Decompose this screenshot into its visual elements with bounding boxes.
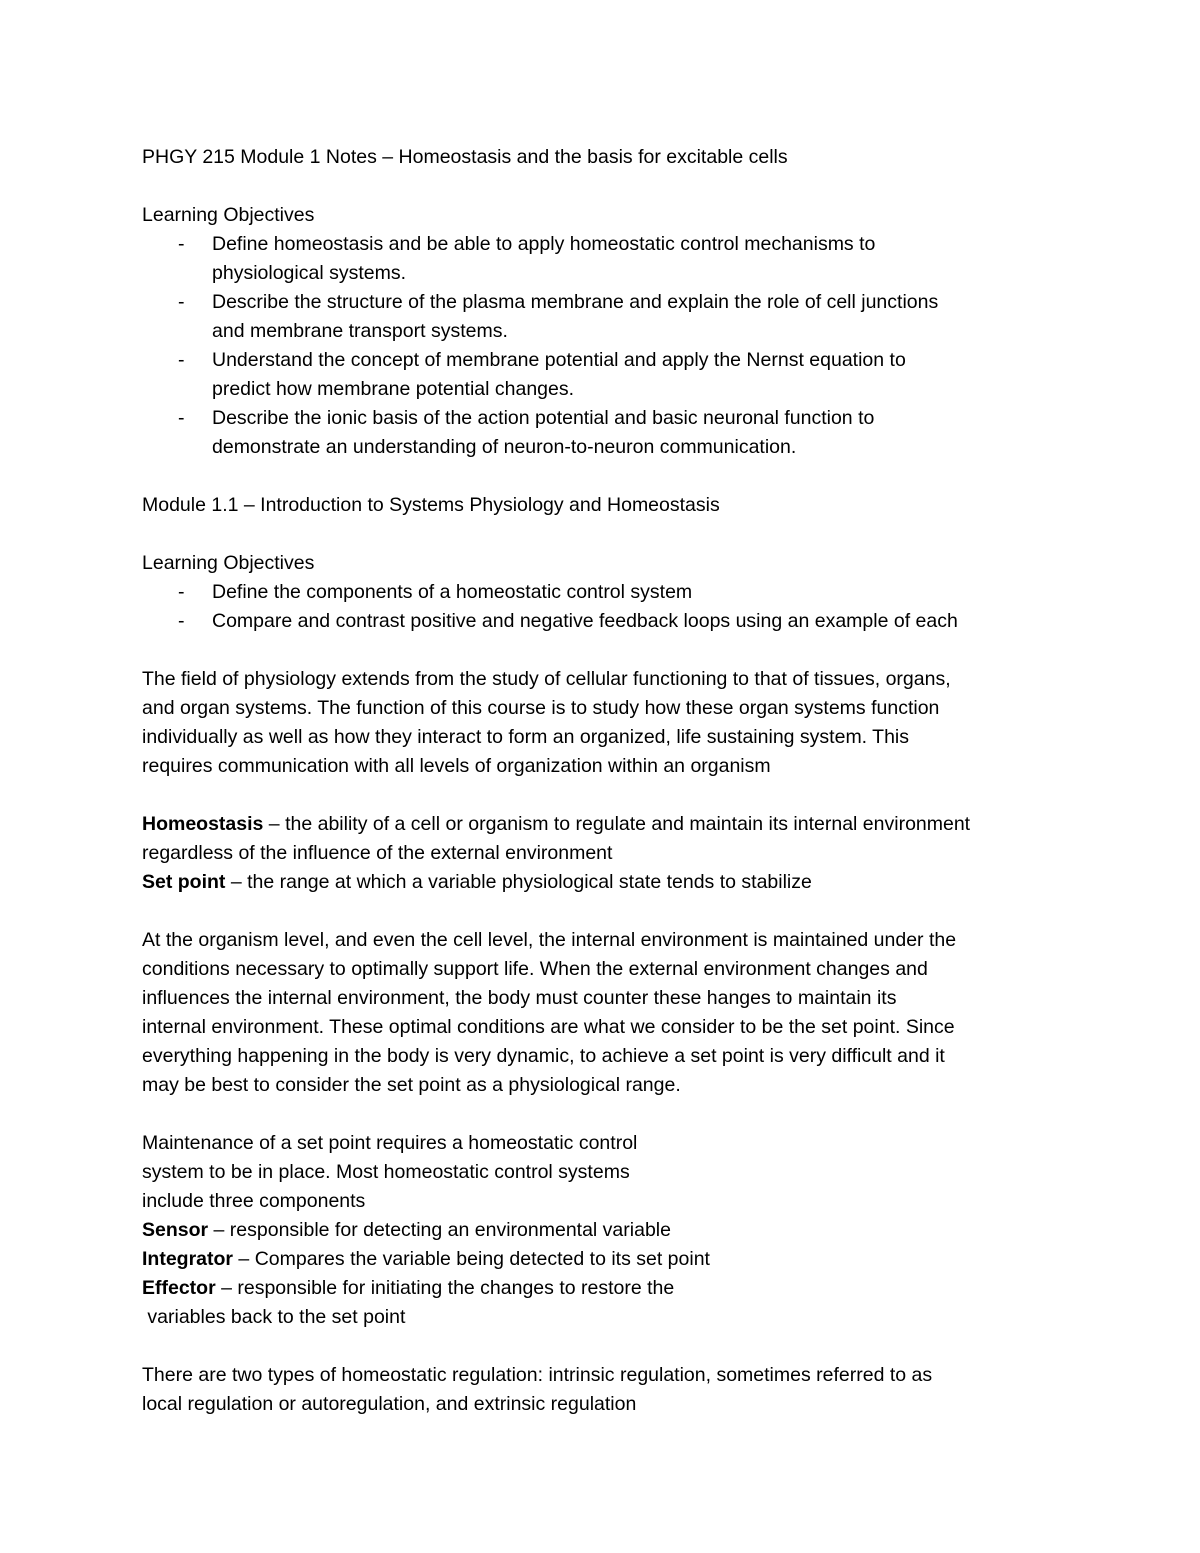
definition-term: Set point <box>142 871 226 893</box>
spacer <box>142 1100 1077 1129</box>
intro-paragraph <box>142 665 1077 781</box>
bullet-dash: - <box>178 291 185 313</box>
objective-item <box>142 607 1077 636</box>
objective-line: physiological systems. <box>212 262 406 284</box>
paragraph-line: requires communication with all levels of organization within an organism <box>142 755 771 777</box>
definition-text: – Compares the variable being detected to its set point <box>233 1248 710 1270</box>
objective-line: Define the components of a homeostatic control system <box>212 581 693 603</box>
objective-item <box>142 578 1077 607</box>
regulation-paragraph <box>142 1361 1077 1419</box>
spacer <box>142 520 1077 549</box>
setpoint-definition <box>142 868 1077 897</box>
definition-text: regardless of the influence of the external environment <box>142 842 613 864</box>
setpoint-paragraph <box>142 926 1077 1100</box>
effector-definition <box>142 1274 1077 1303</box>
paragraph-line: individually as well as how they interact to form an organized, life sustaining system. This <box>142 726 910 748</box>
objective-line: Compare and contrast positive and negative feedback loops using an example of each <box>212 610 958 632</box>
spacer <box>142 636 1077 665</box>
learning-objectives-heading: Learning Objectives <box>142 552 315 574</box>
definition-text: – responsible for initiating the changes to restore the <box>215 1277 675 1299</box>
bullet-dash: - <box>178 610 185 632</box>
objective-line: Describe the ionic basis of the action potential and basic neuronal function to <box>212 407 875 429</box>
paragraph-line: There are two types of homeostatic regulation: intrinsic regulation, sometimes referred to as <box>142 1364 933 1386</box>
paragraph-line: include three components <box>142 1190 366 1212</box>
control-system-section <box>142 1129 1077 1332</box>
document-title: PHGY 215 Module 1 Notes – Homeostasis and the basis for excitable cells <box>142 146 788 168</box>
objective-item <box>142 288 1077 346</box>
bullet-dash: - <box>178 407 185 429</box>
objective-item <box>142 230 1077 288</box>
paragraph-line: influences the internal environment, the body must counter these hanges to maintain its <box>142 987 897 1009</box>
spacer <box>142 897 1077 926</box>
spacer <box>142 1332 1077 1361</box>
learning-objectives-heading: Learning Objectives <box>142 204 315 226</box>
spacer <box>142 462 1077 491</box>
objective-line: Define homeostasis and be able to apply homeostatic control mechanisms to <box>212 233 876 255</box>
paragraph-line: Maintenance of a set point requires a homeostatic control <box>142 1132 638 1154</box>
definition-term: Effector <box>142 1277 216 1299</box>
paragraph-line: At the organism level, and even the cell level, the internal environment is maintained under the <box>142 929 957 951</box>
integrator-definition <box>142 1245 1077 1274</box>
paragraph-line: may be best to consider the set point as a physiological range. <box>142 1074 681 1096</box>
definition-text: variables back to the set point <box>142 1306 406 1328</box>
paragraph-line: everything happening in the body is very dynamic, to achieve a set point is very difficult and it <box>142 1045 945 1067</box>
objective-item <box>142 346 1077 404</box>
spacer <box>142 781 1077 810</box>
definition-term: Sensor <box>142 1219 209 1241</box>
definition-text: – responsible for detecting an environmental variable <box>208 1219 671 1241</box>
paragraph-line: local regulation or autoregulation, and extrinsic regulation <box>142 1393 637 1415</box>
definition-text: – the range at which a variable physiological state tends to stabilize <box>225 871 812 893</box>
objective-line: predict how membrane potential changes. <box>212 378 575 400</box>
sensor-definition <box>142 1216 1077 1245</box>
objective-line: and membrane transport systems. <box>212 320 508 342</box>
bullet-dash: - <box>178 581 185 603</box>
paragraph-line: internal environment. These optimal conditions are what we consider to be the set point. Since <box>142 1016 955 1038</box>
objective-line: Describe the structure of the plasma membrane and explain the role of cell junctions <box>212 291 939 313</box>
objectives-list <box>142 578 1077 636</box>
homeostasis-definition <box>142 810 1077 839</box>
bullet-dash: - <box>178 349 185 371</box>
paragraph-line: and organ systems. The function of this course is to study how these organ systems function <box>142 697 940 719</box>
objective-item <box>142 404 1077 462</box>
objectives-list <box>142 230 1077 462</box>
bullet-dash: - <box>178 233 185 255</box>
definition-term: Homeostasis <box>142 813 264 835</box>
spacer <box>142 172 1077 201</box>
paragraph-line: conditions necessary to optimally support life. When the external environment changes and <box>142 958 928 980</box>
definition-text: – the ability of a cell or organism to regulate and maintain its internal environment <box>263 813 971 835</box>
paragraph-line: The field of physiology extends from the study of cellular functioning to that of tissues, organs, <box>142 668 951 690</box>
objective-line: Understand the concept of membrane potential and apply the Nernst equation to <box>212 349 906 371</box>
definition-term: Integrator <box>142 1248 234 1270</box>
document-page <box>142 143 1077 1419</box>
definitions <box>142 810 1077 897</box>
objective-line: demonstrate an understanding of neuron-to-neuron communication. <box>212 436 797 458</box>
paragraph-line: system to be in place. Most homeostatic control systems <box>142 1161 630 1183</box>
module-heading: Module 1.1 – Introduction to Systems Physiology and Homeostasis <box>142 494 720 516</box>
